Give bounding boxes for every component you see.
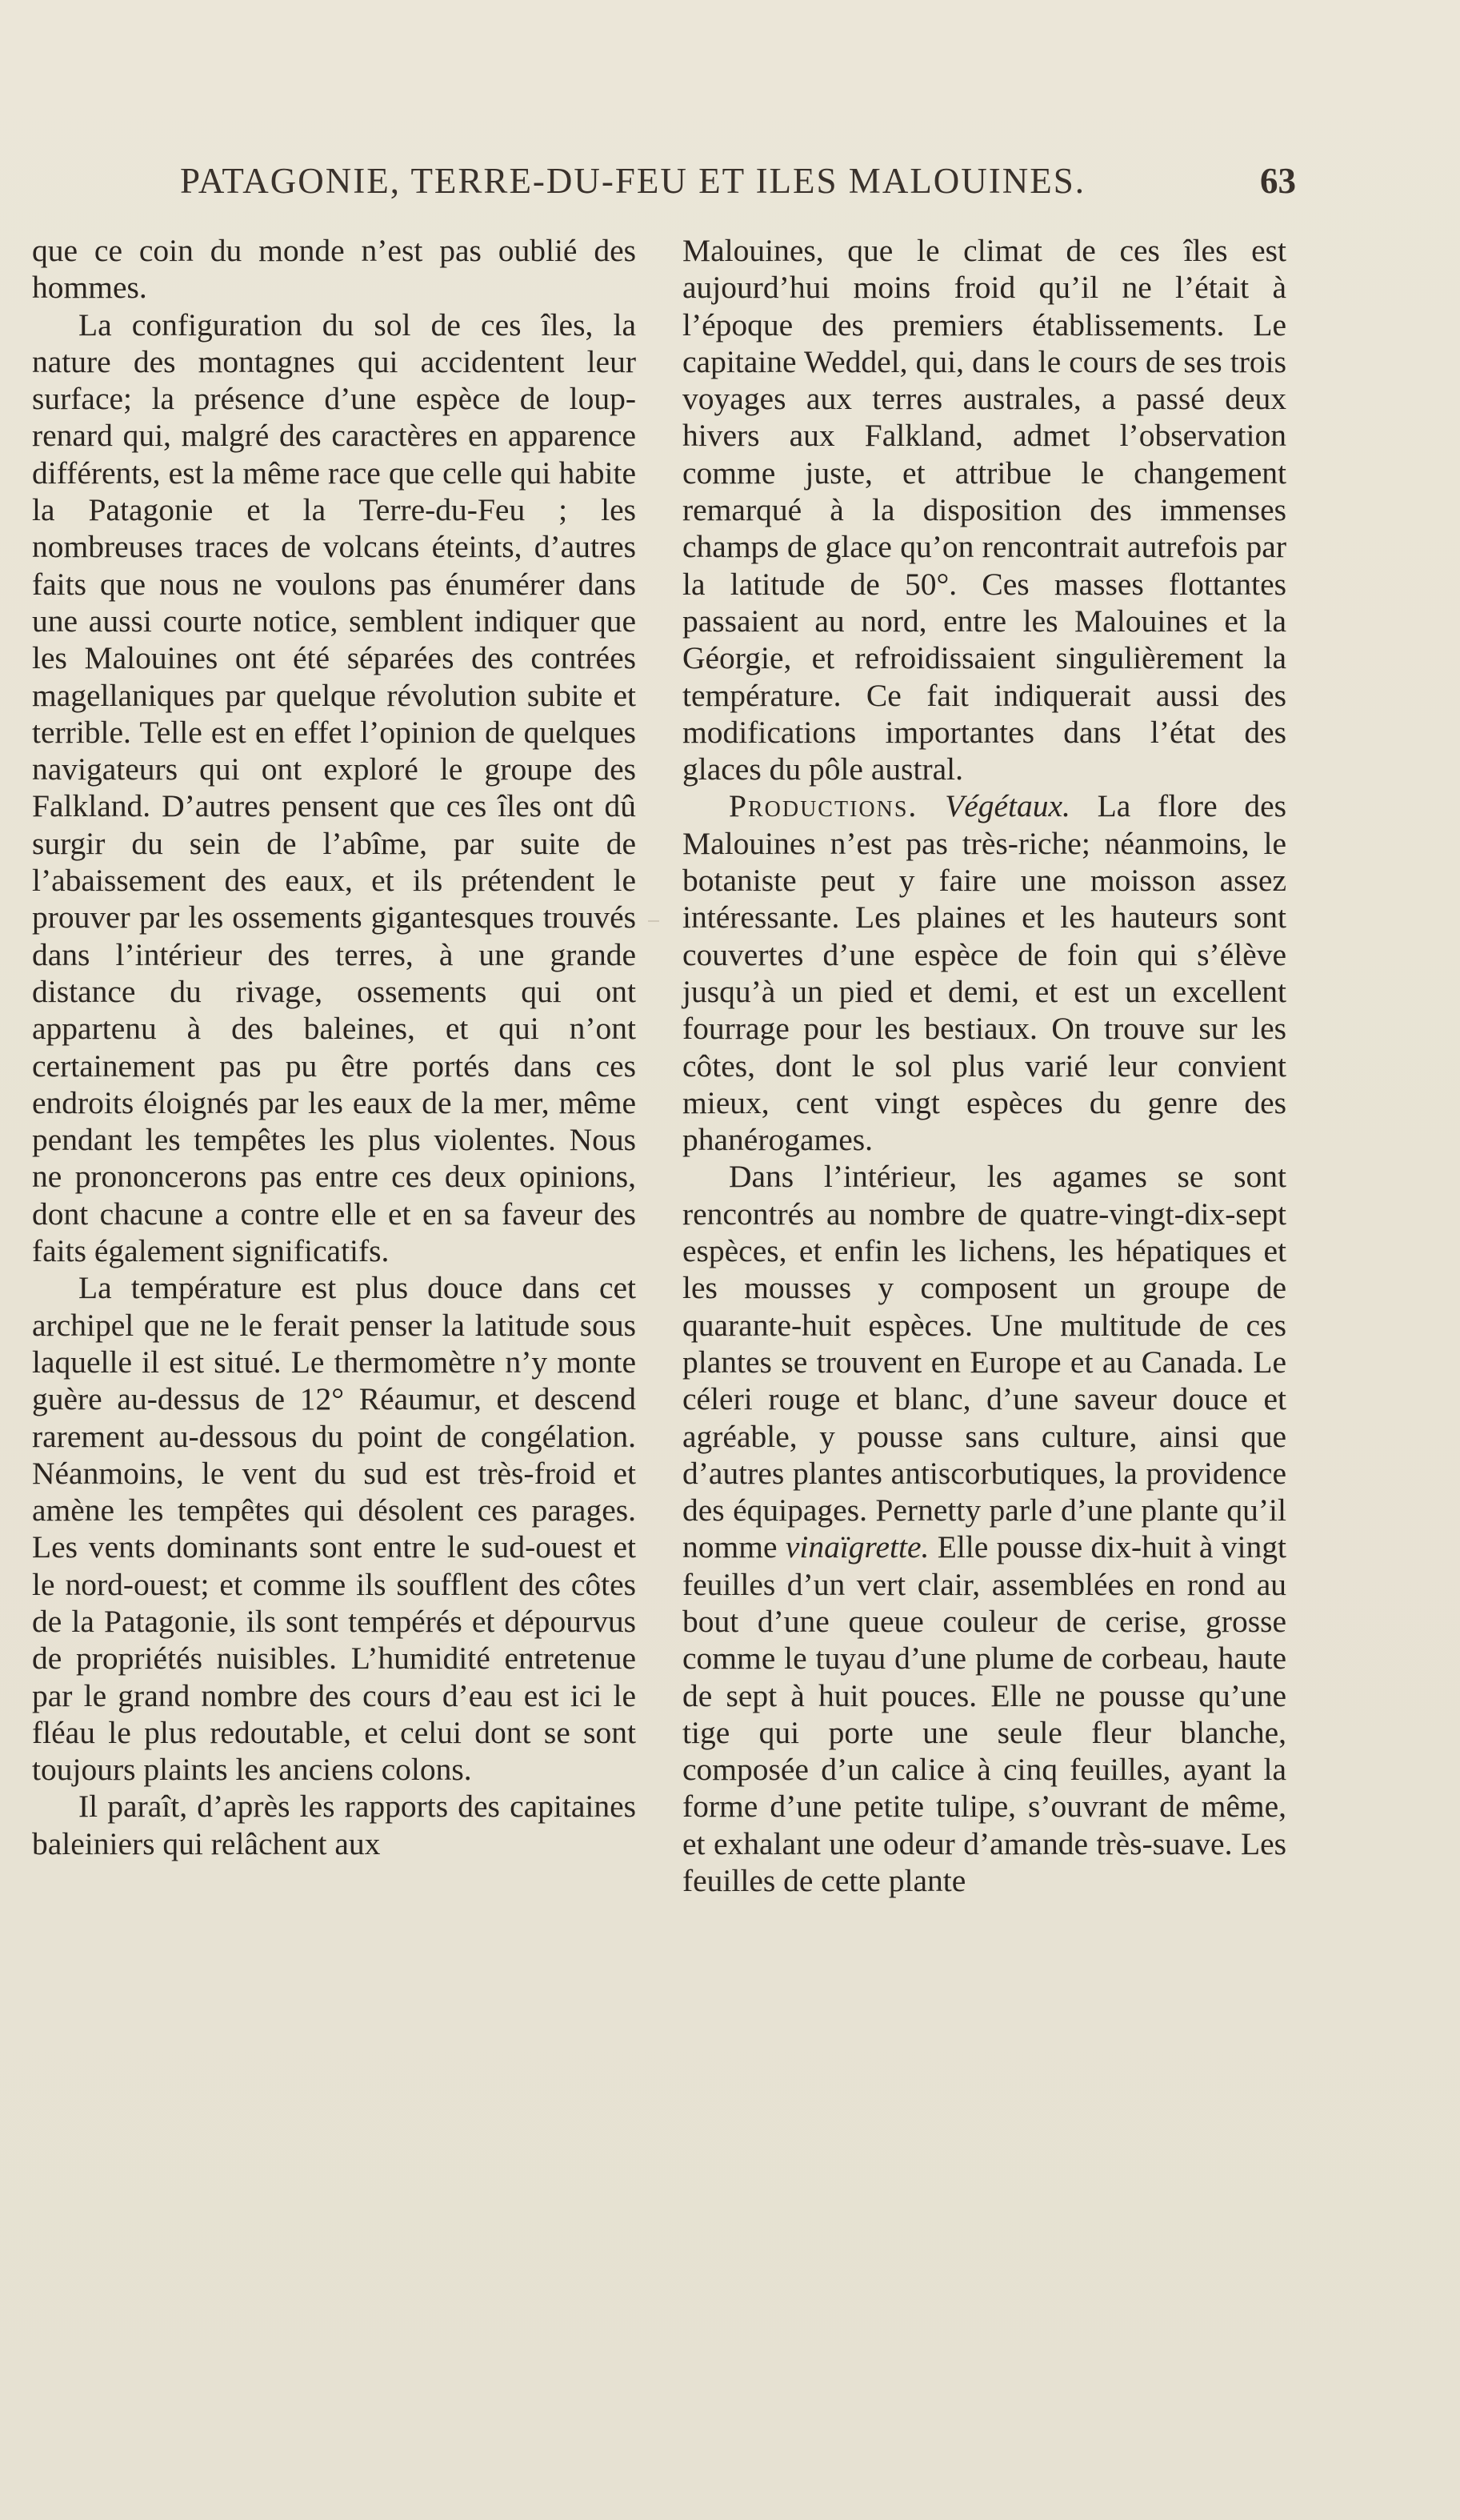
running-title: PATAGONIE, TERRE-DU-FEU ET ILES MALOUINES. [180, 161, 1086, 201]
plant-name-vinaigrette: vinaïgrette. [785, 1529, 930, 1565]
right-paragraph-3-before: Dans l’intérieur, les agames se sont rencontrés au nombre de quatre-vingt-dix-sept espèces, et enfin les lichens, les hépatiques et les mousses y composent un groupe de quarante-huit espèces. Une multitude de ces plantes se trouvent en Europe et au Canada. Le céleri rouge et blanc, d’une saveur douce et agréable, y pousse sans culture, ainsi que d’autres plantes antiscorbutiques, la providence des équipages. Pernetty parle d’une plante qu’il nomme [682, 1159, 1286, 1565]
left-paragraph-2: La configuration du sol de ces îles, la nature des montagnes qui accidentent leur surface; la présence d’une espèce de loup-renard qui, malgré des caractères en apparence différents, est la même race que celle qui habite la Patagonie et la Terre-du-Feu ; les nombreuses traces de volcans éteints, d’autres faits que nous ne voulons pas énumérer dans une aussi courte notice, semblent indiquer que les Malouines ont été séparées des contrées magellaniques par quelque révolution subite et terrible. Telle est en effet l’opinion de quelques navigateurs qui ont exploré le groupe des Falkland. D’autres pensent que ces îles ont dû surgir du sein de l’abîme, par suite de l’abaissement des eaux, et ils prétendent le prouver par les ossements gigantesques trouvés dans l’intérieur des terres, à une grande distance du rivage, ossements qui ont appartenu à des baleines, et qui n’ont certainement pas pu être portés dans ces endroits éloignés par les eaux de la mer, même pendant les tempêtes les plus violentes. Nous ne prononcerons pas entre ces deux opinions, dont chacune a contre elle et en sa faveur des faits également significatifs. [32, 306, 636, 1269]
page-mark [648, 920, 659, 922]
right-paragraph-3-after: Elle pousse dix-huit à vingt feuilles d’un vert clair, assemblées en rond au bout d’une queue couleur de cerise, grosse comme le tuyau d’une plume de corbeau, haute de sept à huit pouces. Elle ne pousse qu’une tige qui porte une seule fleur blanche, composée d’un calice à cinq feuilles, ayant la forme d’une petite tulipe, s’ouvrant de même, et exhalant une odeur d’amande très-suave. Les feuilles de cette plante [682, 1529, 1286, 1899]
right-paragraph-1: Malouines, que le climat de ces îles est aujourd’hui moins froid qu’il ne l’était à l’époque des premiers établissements. Le capitaine Weddel, qui, dans le cours de ses trois voyages aux terres australes, a passé deux hivers aux Falkland, admet l’observation comme juste, et attribue le changement remarqué à la disposition des immenses champs de glace qu’on rencontrait autrefois par la latitude de 50°. Ces masses flottantes passaient au nord, entre les Malouines et la Géorgie, et refroidissaient singulièrement la température. Ce fait indiquerait aussi des modifications importantes dans l’état des glaces du pôle austral. [682, 233, 1286, 787]
right-column [682, 232, 1286, 1899]
page-header [180, 160, 1296, 216]
left-paragraph-1: que ce coin du monde n’est pas oublié des hommes. [32, 233, 636, 306]
section-sublabel-vegetaux: Végétaux. [945, 788, 1070, 824]
right-paragraph-2-text: La flore des Malouines n’est pas très-riche; néanmoins, le botaniste peut y faire une moisson assez intéressante. Les plaines et les hauteurs sont couvertes d’une espèce de foin qui s’élève jusqu’à un pied et demi, et est un excellent fourrage pour les bestiaux. On trouve sur les côtes, dont le sol plus varié leur convient mieux, cent vingt espèces du genre des phanérogames. [682, 788, 1287, 1158]
right-paragraph-3 [682, 1158, 1286, 1899]
section-label-productions: Productions. [729, 788, 918, 824]
right-paragraph-2 [682, 787, 1286, 1158]
left-paragraph-3: La température est plus douce dans cet archipel que ne le ferait penser la latitude sous laquelle il est situé. Le thermomètre n’y monte guère au-dessus de 12° Réaumur, et descend rarement au-dessous du point de congélation. Néanmoins, le vent du sud est très-froid et amène les tempêtes qui désolent ces parages. Les vents dominants sont entre le sud-ouest et le nord-ouest; et comme ils soufflent des côtes de la Patagonie, ils sont tempérés et dépourvus de propriétés nuisibles. L’humidité entretenue par le grand nombre des cours d’eau est ici le fléau le plus redoutable, et celui dont se sont toujours plaints les anciens colons. [32, 1270, 636, 1788]
left-paragraph-4: Il paraît, d’après les rapports des capitaines baleiniers qui relâchent aux [32, 1789, 636, 1861]
page-number: 63 [1260, 161, 1296, 201]
left-column [32, 232, 636, 1862]
